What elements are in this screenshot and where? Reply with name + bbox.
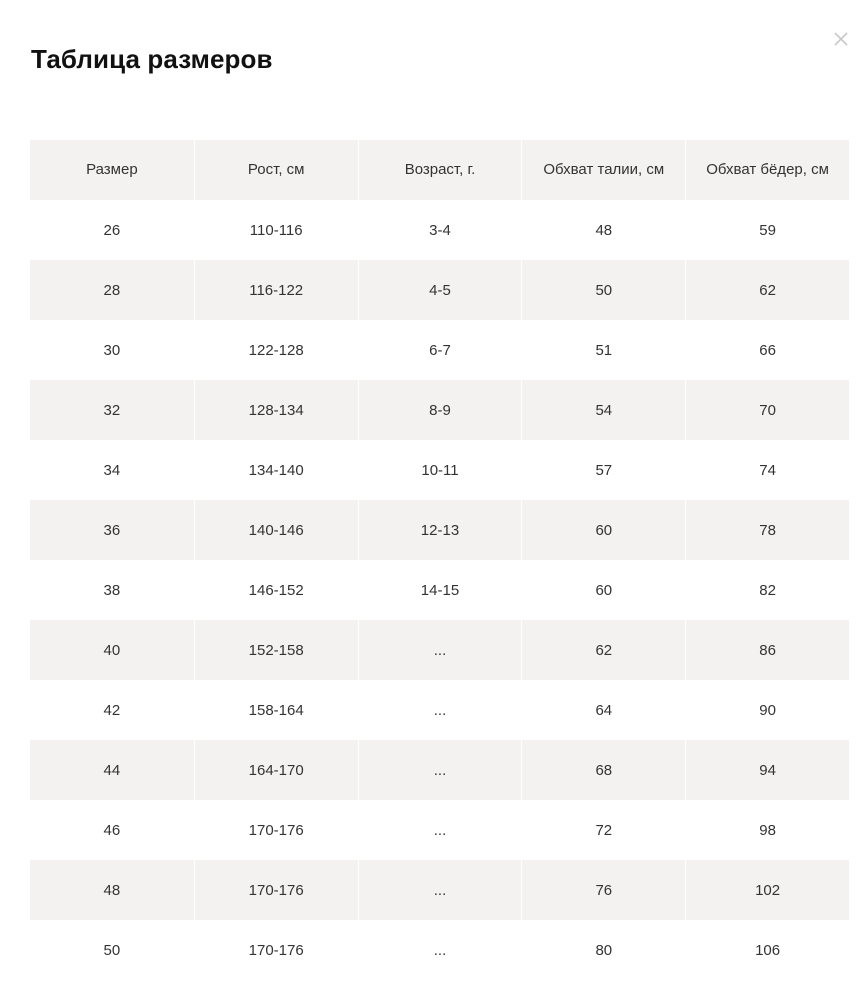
cell-hips: 94 bbox=[685, 740, 849, 800]
cell-hips: 59 bbox=[685, 200, 849, 260]
cell-size: 38 bbox=[30, 560, 194, 620]
header-row bbox=[30, 140, 849, 200]
table-row bbox=[30, 800, 849, 860]
table-row bbox=[30, 560, 849, 620]
cell-waist: 76 bbox=[521, 860, 685, 920]
cell-height: 146-152 bbox=[194, 560, 358, 620]
table-row bbox=[30, 440, 849, 500]
size-table bbox=[30, 140, 849, 980]
cell-height: 110-116 bbox=[194, 200, 358, 260]
table-row bbox=[30, 920, 849, 980]
cell-hips: 70 bbox=[685, 380, 849, 440]
cell-waist: 62 bbox=[521, 620, 685, 680]
cell-waist: 48 bbox=[521, 200, 685, 260]
cell-waist: 72 bbox=[521, 800, 685, 860]
close-icon bbox=[832, 30, 850, 48]
cell-hips: 102 bbox=[685, 860, 849, 920]
table-row bbox=[30, 740, 849, 800]
cell-height: 134-140 bbox=[194, 440, 358, 500]
column-header-height: Рост, см bbox=[194, 140, 358, 200]
cell-size: 46 bbox=[30, 800, 194, 860]
cell-hips: 66 bbox=[685, 320, 849, 380]
cell-height: 170-176 bbox=[194, 920, 358, 980]
cell-waist: 60 bbox=[521, 500, 685, 560]
cell-waist: 57 bbox=[521, 440, 685, 500]
cell-age: ... bbox=[358, 800, 522, 860]
table-row bbox=[30, 620, 849, 680]
table-row bbox=[30, 860, 849, 920]
cell-height: 152-158 bbox=[194, 620, 358, 680]
cell-waist: 64 bbox=[521, 680, 685, 740]
column-header-waist: Обхват талии, см bbox=[521, 140, 685, 200]
cell-age: 4-5 bbox=[358, 260, 522, 320]
cell-age: ... bbox=[358, 680, 522, 740]
cell-hips: 98 bbox=[685, 800, 849, 860]
cell-age: ... bbox=[358, 920, 522, 980]
cell-waist: 60 bbox=[521, 560, 685, 620]
cell-age: ... bbox=[358, 620, 522, 680]
cell-size: 28 bbox=[30, 260, 194, 320]
cell-hips: 106 bbox=[685, 920, 849, 980]
cell-age: 12-13 bbox=[358, 500, 522, 560]
cell-age: 10-11 bbox=[358, 440, 522, 500]
cell-hips: 74 bbox=[685, 440, 849, 500]
column-header-hips: Обхват бёдер, см bbox=[685, 140, 849, 200]
table-row bbox=[30, 380, 849, 440]
cell-waist: 51 bbox=[521, 320, 685, 380]
cell-age: ... bbox=[358, 740, 522, 800]
cell-hips: 90 bbox=[685, 680, 849, 740]
cell-age: 6-7 bbox=[358, 320, 522, 380]
cell-age: 8-9 bbox=[358, 380, 522, 440]
column-header-age: Возраст, г. bbox=[358, 140, 522, 200]
cell-size: 48 bbox=[30, 860, 194, 920]
close-button[interactable] bbox=[832, 30, 850, 48]
cell-hips: 78 bbox=[685, 500, 849, 560]
cell-size: 40 bbox=[30, 620, 194, 680]
cell-hips: 82 bbox=[685, 560, 849, 620]
column-header-size: Размер bbox=[30, 140, 194, 200]
cell-size: 30 bbox=[30, 320, 194, 380]
cell-size: 32 bbox=[30, 380, 194, 440]
cell-size: 44 bbox=[30, 740, 194, 800]
cell-height: 170-176 bbox=[194, 860, 358, 920]
cell-waist: 50 bbox=[521, 260, 685, 320]
table-row bbox=[30, 260, 849, 320]
table-row bbox=[30, 320, 849, 380]
cell-size: 26 bbox=[30, 200, 194, 260]
cell-size: 50 bbox=[30, 920, 194, 980]
cell-waist: 54 bbox=[521, 380, 685, 440]
cell-age: 14-15 bbox=[358, 560, 522, 620]
cell-size: 34 bbox=[30, 440, 194, 500]
table-row bbox=[30, 200, 849, 260]
cell-height: 158-164 bbox=[194, 680, 358, 740]
cell-height: 170-176 bbox=[194, 800, 358, 860]
cell-hips: 86 bbox=[685, 620, 849, 680]
cell-height: 116-122 bbox=[194, 260, 358, 320]
cell-height: 122-128 bbox=[194, 320, 358, 380]
table-row bbox=[30, 680, 849, 740]
cell-size: 42 bbox=[30, 680, 194, 740]
cell-height: 140-146 bbox=[194, 500, 358, 560]
cell-waist: 68 bbox=[521, 740, 685, 800]
modal-title: Таблица размеров bbox=[31, 44, 273, 74]
cell-age: ... bbox=[358, 860, 522, 920]
table-body bbox=[30, 200, 849, 980]
cell-size: 36 bbox=[30, 500, 194, 560]
cell-age: 3-4 bbox=[358, 200, 522, 260]
table-header bbox=[30, 140, 849, 200]
cell-height: 164-170 bbox=[194, 740, 358, 800]
cell-waist: 80 bbox=[521, 920, 685, 980]
table-row bbox=[30, 500, 849, 560]
cell-hips: 62 bbox=[685, 260, 849, 320]
cell-height: 128-134 bbox=[194, 380, 358, 440]
